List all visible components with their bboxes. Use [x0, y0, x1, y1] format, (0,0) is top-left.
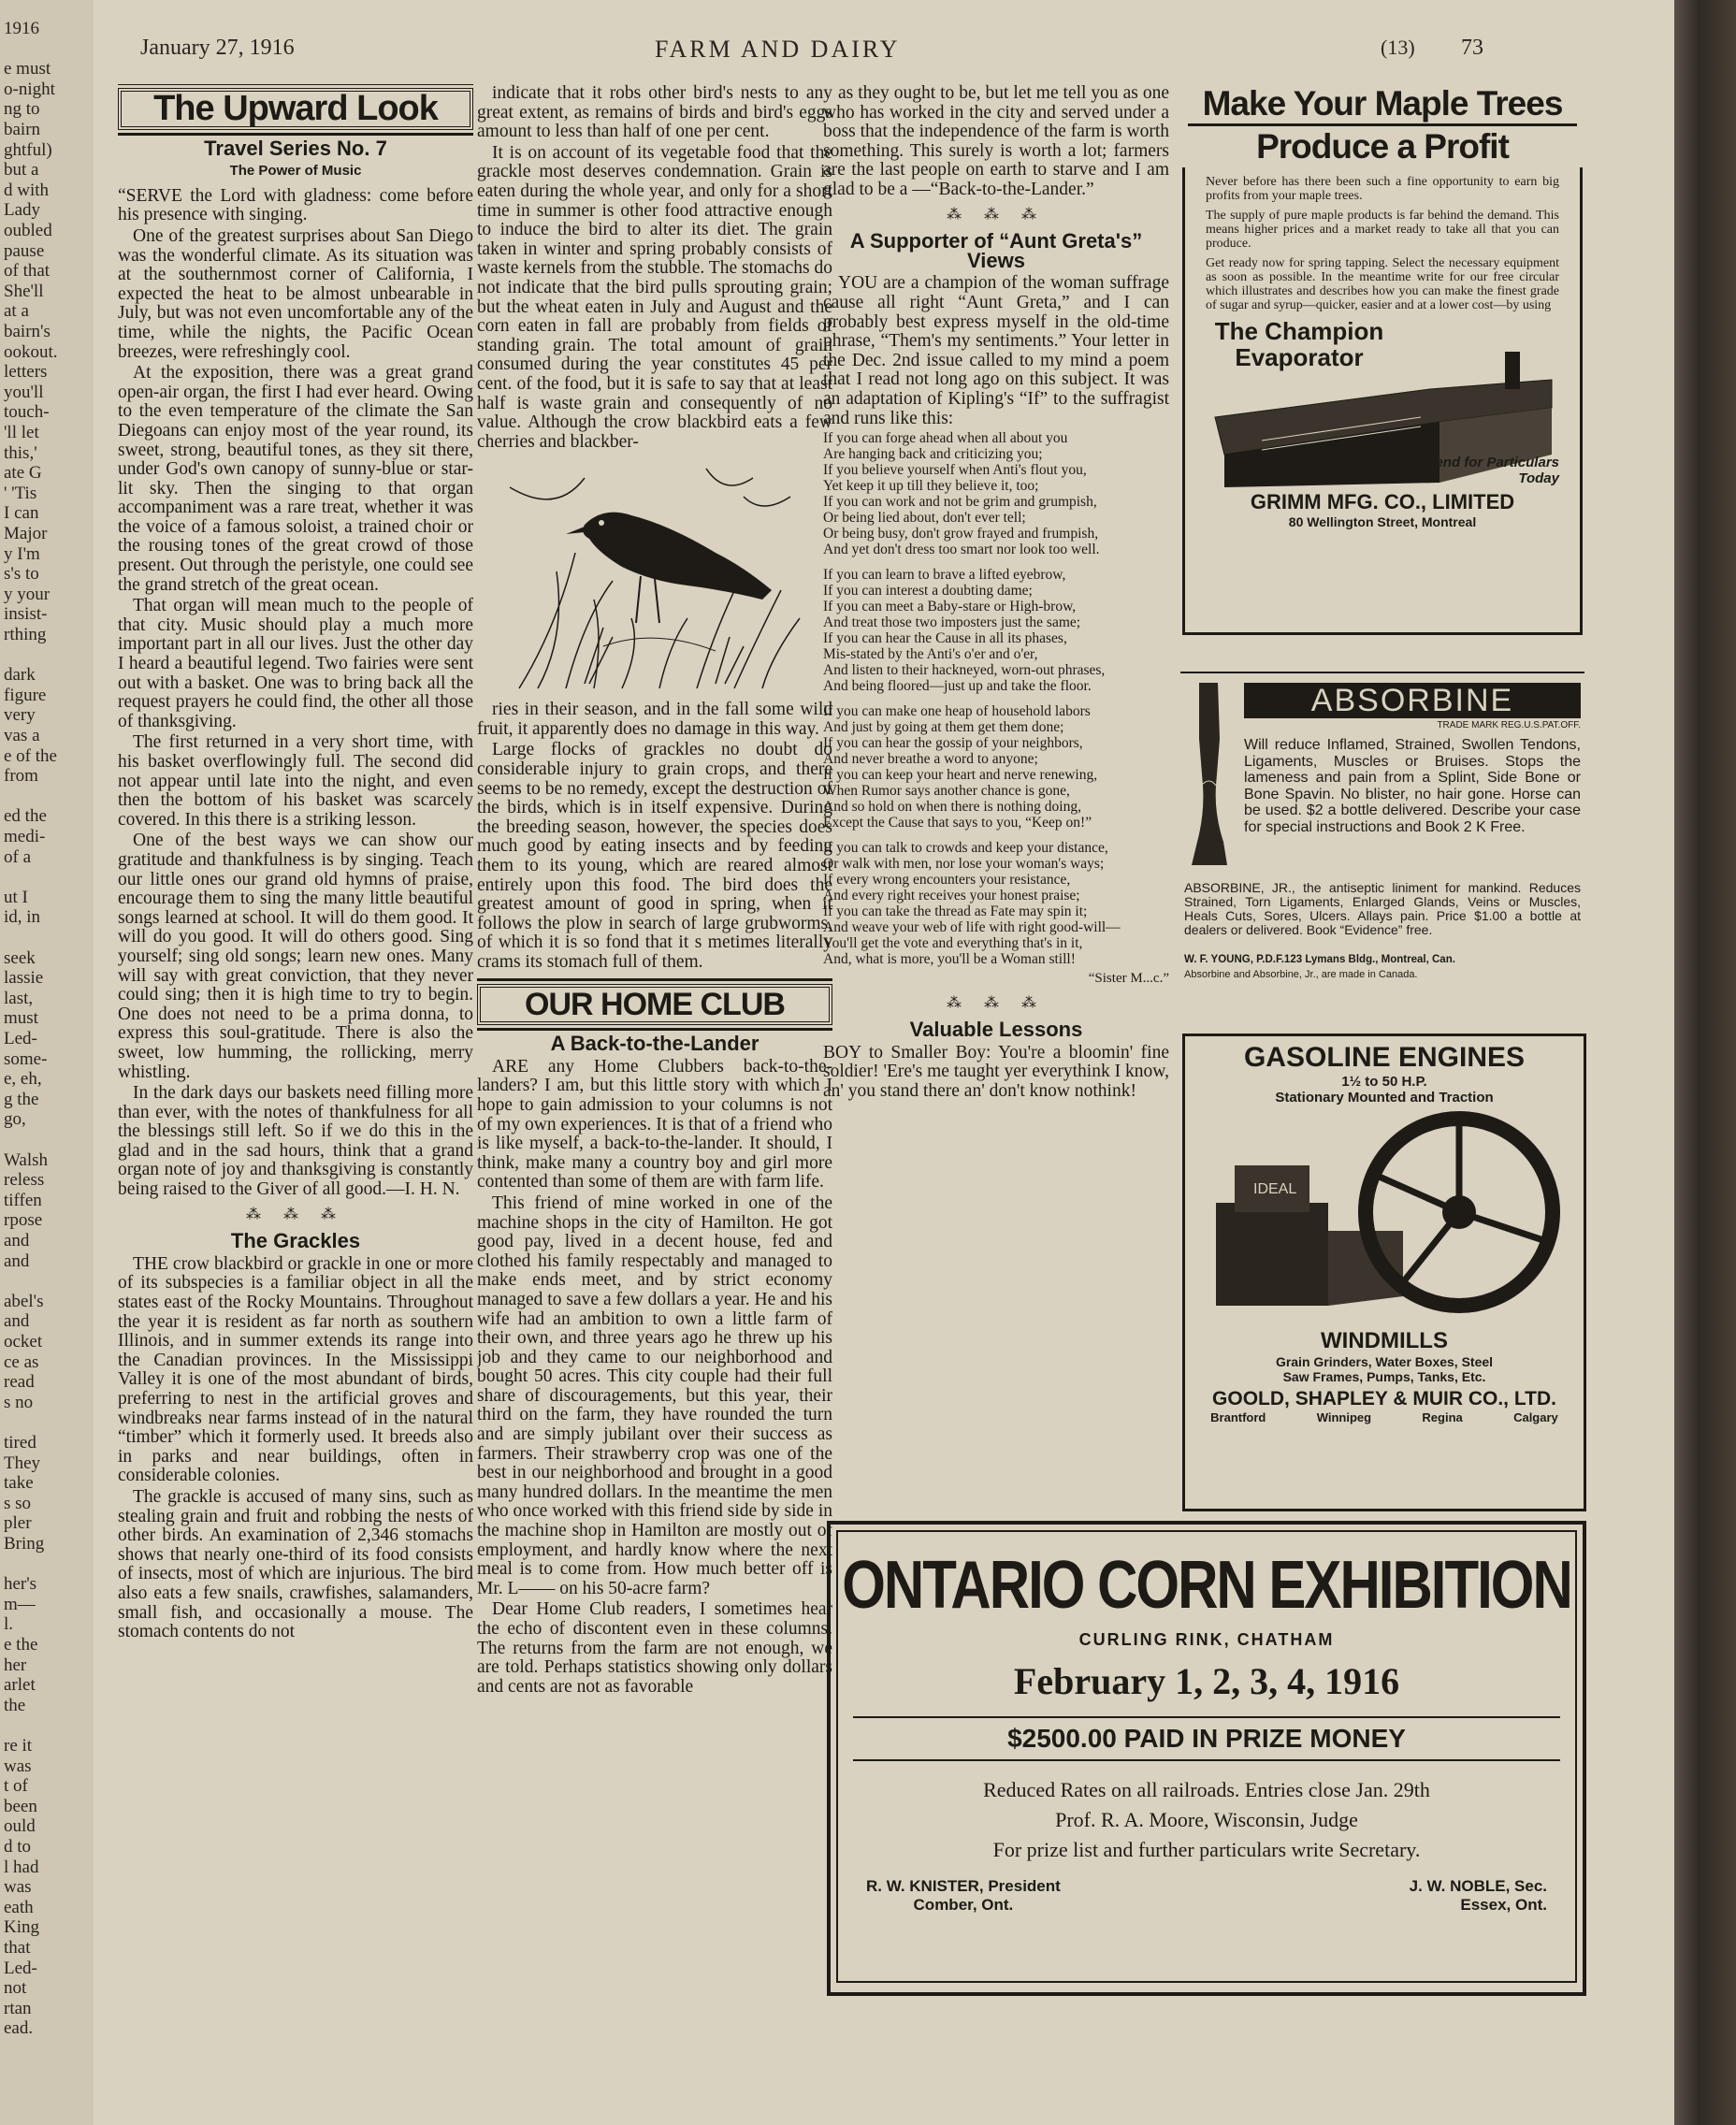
poem-line: If you can work and not be grim and grumpish, — [823, 494, 1097, 511]
maple-ad-p1: Never before has there been such a fine opportunity to earn big profits from your maple trees. — [1206, 175, 1559, 203]
gutter-line: lassie — [4, 968, 44, 989]
gutter-line: the — [4, 1695, 26, 1715]
back-to-the-lander-heading: A Back-to-the-Lander — [550, 1032, 760, 1056]
paragraph: One of the best ways we can show our gratitude and thankfulness is by singing. Teach our little ones our grand old hymns of praise, encourage them to sing the many little beautiful songs learned at school. It will do them good. It will do you good. It will do others good. Sing yourself; sing old songs; learn new ones. Many will say with great conviction, that they never could sing; then it is high time to try to begin. One does not need to be a prima donna, to express this soul-gratitude. There is also the sweet, low humming, the rollicking, merry whistling. — [118, 831, 473, 1082]
poem-line: If you can hear the Cause in all its phases, — [823, 630, 1067, 647]
gutter-line: some- — [4, 1048, 48, 1069]
paragraph: ries in their season, and in the fall some wild fruit, it apparently does no damage in this way. — [477, 700, 832, 739]
paragraph: That organ will mean much to the people of that city. Music should play a much more important part in all our lives. Just the other day I heard a beautiful legend. Two fairies were sent out with a basket. One was to bring back all the request prayers he could find, the other all those of thanksgiving. — [118, 596, 473, 731]
paragraph: indicate that it robs other bird's nests to any great extent, as remains of birds and bird's eggs amount to less than half of one per cent. — [477, 84, 832, 142]
gutter-line: not — [4, 1978, 27, 1999]
city-brantford: Brantford — [1210, 1410, 1266, 1424]
gutter-line: rtan — [4, 1998, 32, 2018]
gasoline-company: GOOLD, SHAPLEY & MUIR CO., LTD. — [1212, 1388, 1556, 1409]
back-to-the-lander-body — [477, 1058, 832, 1698]
section-divider-stars: ⁂ ⁂ ⁂ — [246, 1206, 345, 1222]
corn-officers — [866, 1877, 1547, 1915]
president-place: Comber, Ont. — [913, 1896, 1014, 1914]
valuable-lessons-body: BOY to Smaller Boy: You're a bloomin' fine soldier! 'Ere's me taught yer everythink I know, an' you stand there an' don't know nothink! — [823, 1042, 1169, 1102]
absorbine-text: Will reduce Inflamed, Strained, Swollen Tendons, Ligaments, Muscles or Bruises. Stops the lameness and pain from a Splint, Side Bone or Bone Spavin. No blister, no hair gone. Horse can be used. $2 a bottle delivered. Describe your case for special instructions and Book 2 K Free. — [1244, 737, 1581, 835]
gutter-line: seek — [4, 947, 36, 968]
poem-line: And just by going at them get them done; — [823, 719, 1064, 736]
gutter-line: ed the — [4, 806, 47, 827]
gutter-line: Led- — [4, 1958, 37, 1978]
poem-line: Or being busy, don't grow frayed and frumpish, — [823, 526, 1099, 542]
absorbine-jr-text: ABSORBINE, JR., the antiseptic liniment for mankind. Reduces Strained, Torn Ligaments, Enlarged Glands, Veins or Muscles, Heals Cuts, Sores, Ulcers. Allays pain. Price $1.00 a bottle at dealers or delivered. Book “Evidence” free. — [1184, 880, 1581, 937]
poem-line: If you can make one heap of household labors — [823, 703, 1091, 720]
supporter-heading: A Supporter of “Aunt Greta's” Views — [849, 229, 1143, 272]
poem-line: When Rumor says another chance is gone, — [823, 783, 1070, 800]
corn-secretary — [1410, 1877, 1547, 1915]
travel-series-subtitle: The Power of Music — [229, 163, 362, 180]
upward-look-body — [118, 227, 473, 1200]
gutter-line: s no — [4, 1392, 34, 1412]
gasoline-line1: Grain Grinders, Water Boxes, Steel — [1275, 1354, 1494, 1369]
absorbine-trademark: TRADE MARK REG.U.S.PAT.OFF. — [1437, 720, 1581, 730]
gutter-line: pler — [4, 1513, 32, 1534]
gutter-line: e the — [4, 1635, 38, 1655]
poem-line: If you can hear the gossip of your neighbors, — [823, 735, 1083, 752]
gutter-line: e must — [4, 59, 51, 80]
header-page-paren: (13) — [1381, 36, 1415, 59]
maple-ad-product: The Champion Evaporator — [1214, 317, 1384, 371]
gutter-line: ead. — [4, 2018, 34, 2039]
poem-line: If you believe yourself when Anti's flout you, — [823, 462, 1087, 479]
gutter-line: bairn — [4, 120, 41, 139]
poem-line: And treat those two imposters just the same; — [823, 614, 1081, 631]
maple-ad-p2: The supply of pure maple products is far behind the demand. This means higher prices and a market ready to take all that you can produce. — [1206, 209, 1559, 251]
gutter-line: go, — [4, 1109, 26, 1130]
engine-illustration — [1197, 1109, 1571, 1324]
poem-line: Are hanging back and criticizing you; — [823, 446, 1043, 463]
gutter-line: l. — [4, 1614, 14, 1635]
previous-page-edge — [0, 0, 96, 2125]
gutter-line: must — [4, 1008, 38, 1029]
gutter-line: ocket — [4, 1332, 43, 1352]
gutter-line: reless — [4, 1170, 45, 1191]
paragraph: as they ought to be, but let me tell you as one who has worked in the city and served under a boss that the independence of the farm is worth something. This surely is worth a lot; farmers are the last people on earth to starve and I am glad to be a —“Back-to-the-Lander.” — [823, 84, 1169, 199]
gutter-line: at a — [4, 301, 29, 322]
gutter-line: pause — [4, 240, 45, 261]
gutter-line: dark — [4, 665, 36, 686]
gasoline-engines-ad — [1182, 1034, 1586, 1511]
stanza-break — [823, 557, 1169, 567]
book-binding — [1674, 0, 1736, 2125]
suffrage-poem — [823, 430, 1169, 967]
maple-ad-title-1: Make Your Maple Trees — [1202, 84, 1563, 123]
paragraph: It is on account of its vegetable food that the grackle most deserves condemnation. Grain is eaten during the whole year, and only for a short time in summer is other food attractive enough to induce the bird to alter its diet. The grain taken in winter and spring probably consists of waste kernels from the stubble. The stomachs do not indicate that the bird pulls sprouting grain; but the wheat eaten in July and August and the corn eaten in fall are probably from fields of standing grain. The total amount of grain consumed during the year constitutes 45 per cent. of the food, but it is safe to say that at least half is waste grain and consequently of no value. Although the crow blackbird eats a few cherries and blackber- — [477, 142, 832, 452]
gutter-line: very — [4, 705, 36, 726]
gutter-line: ghtful) — [4, 139, 52, 160]
gutter-line: e of the — [4, 745, 57, 766]
gutter-line: They — [4, 1453, 41, 1473]
president-name: R. W. KNISTER, President — [866, 1877, 1061, 1895]
poem-line: Except the Cause that says to you, “Keep on!” — [823, 815, 1092, 831]
gutter-line: been — [4, 1796, 37, 1816]
gutter-line: you'll — [4, 382, 44, 402]
grackles-continued — [477, 84, 832, 452]
gutter-line: g the — [4, 1089, 39, 1109]
gutter-line: 1916 — [4, 19, 39, 38]
poem-line: Yet keep it up till they believe it, too; — [823, 478, 1039, 495]
gutter-line: of a — [4, 846, 32, 867]
gutter-line: s's to — [4, 564, 39, 585]
gasoline-title: GASOLINE ENGINES — [1243, 1042, 1526, 1073]
gutter-line: ng to — [4, 99, 40, 120]
gutter-line: but a — [4, 160, 39, 181]
gutter-line: o-night — [4, 79, 55, 99]
gutter-line: last, — [4, 988, 34, 1008]
city-calgary: Calgary — [1513, 1410, 1558, 1424]
header-title: FARM AND DAIRY — [655, 36, 901, 63]
engine-brand-label: IDEAL — [1253, 1181, 1297, 1197]
gutter-line: figure — [4, 685, 47, 705]
gutter-line: ookout. — [4, 341, 58, 362]
maple-ad — [1179, 84, 1586, 651]
gutter-line: letters — [4, 362, 48, 383]
secretary-place: Essex, Ont. — [1460, 1896, 1547, 1914]
poem-line: And, what is more, you'll be a Woman still! — [823, 951, 1076, 968]
page-sheet — [94, 0, 1674, 2125]
poem-line: If you can interest a doubting dame; — [823, 583, 1033, 600]
gutter-line: ate G — [4, 463, 42, 484]
header-page-number: 73 — [1461, 36, 1483, 60]
corn-dates: February 1, 2, 3, 4, 1916 — [1013, 1660, 1400, 1702]
back-to-the-lander-continued — [823, 84, 1169, 200]
poem-line: Or walk with men, nor lose your woman's ways; — [823, 856, 1105, 873]
poem-line: If you can meet a Baby-stare or High-brow, — [823, 599, 1077, 615]
horse-leg-illustration — [1186, 683, 1233, 870]
quote-paragraph: “SERVE the Lord with gladness: come before his presence with singing. — [118, 185, 473, 225]
poem-line: And yet don't dress too smart nor look too well. — [823, 542, 1100, 558]
paragraph: The first returned in a very short time, with his basket overflowingly full. The second did not appear until late into the night, and even then the bottom of his basket was scarcely covered. In this there is a striking lesson. — [118, 732, 473, 830]
gutter-line: y I'm — [4, 543, 40, 564]
gutter-line: t of — [4, 1776, 28, 1797]
poem-line: And listen to their hackneyed, worn-out phrases, — [823, 662, 1106, 679]
gutter-line: d to — [4, 1837, 32, 1857]
grackles-body — [118, 1255, 473, 1642]
gutter-line: eath — [4, 1897, 34, 1917]
gutter-line: Led- — [4, 1029, 37, 1048]
gutter-line: read — [4, 1372, 35, 1393]
paragraph: YOU are a champion of the woman suffrage cause all right “Aunt Greta,” and I can probably best express myself in the old-time phrase, “Them's my sentiments.” Your letter in the Dec. 2nd issue called to my mind a poem that I read not long ago on this subject. It was an adaptation of Kipling's “If” to the suffragist and runs like this: — [823, 273, 1169, 428]
gutter-line: re it — [4, 1736, 33, 1756]
gutter-line: d with — [4, 180, 50, 200]
home-club-title: OUR HOME CLUB — [477, 984, 832, 1026]
gutter-line: touch- — [4, 402, 50, 423]
city-regina: Regina — [1422, 1410, 1463, 1424]
gutter-line: ut I — [4, 887, 28, 907]
poem-line: If you can keep your heart and nerve renewing, — [823, 767, 1098, 784]
corn-title: ONTARIO CORN EXHIBITION — [842, 1547, 1571, 1623]
windmills-title: WINDMILLS — [1321, 1328, 1448, 1353]
paragraph: In the dark days our baskets need filling more than ever, with the notes of thankfulness for all the blessings still left. So if we do this in the glad and in the sad hours, think that a grand organ note of joy and thanksgiving is constantly being raised to the Giver of all good.—I. H. N. — [118, 1083, 473, 1200]
gutter-line: bairn's — [4, 322, 51, 341]
poem-line: And every right receives your honest praise; — [823, 888, 1080, 904]
gutter-line: take — [4, 1473, 34, 1494]
poem-line: And being floored—just up and take the floor. — [823, 678, 1092, 695]
divider-stars-3: ⁂ ⁂ ⁂ — [947, 994, 1046, 1011]
gutter-line: I can — [4, 503, 39, 524]
gutter-line: oubled — [4, 221, 52, 240]
gutter-line: Major — [4, 524, 48, 543]
maple-ad-body — [1182, 167, 1583, 635]
gutter-line: arlet — [4, 1675, 36, 1696]
corn-write: For prize list and further particulars write Secretary. — [992, 1838, 1421, 1861]
gutter-line: and — [4, 1311, 30, 1332]
gutter-line: s so — [4, 1493, 32, 1513]
maple-ad-p3: Get ready now for spring tapping. Select the necessary equipment as soon as possible. In the meantime write for our free circular which illustrates and describes how you can make the finest grade of sugar and syrup—quicker, easier and at a lower cost—by using — [1206, 256, 1559, 312]
poem-line: If you can forge ahead when all about you — [823, 430, 1068, 447]
absorbine-ad — [1180, 672, 1584, 991]
header-date: January 27, 1916 — [140, 36, 295, 60]
corn-exhibition-ad — [827, 1521, 1586, 1996]
paragraph: ARE any Home Clubbers back-to-the-landers? I am, but this little story with which I hope to gain admission to your columns is not of my own experiences. It is that of a friend who is like myself, a back-to-the-lander. It should, I think, make many a country boy and girl more contented than some of them are with farm life. — [477, 1056, 832, 1193]
gutter-line: 'll let — [4, 423, 39, 442]
gutter-line: abel's — [4, 1291, 44, 1311]
paragraph: The grackle is accused of many sins, such as stealing grain and fruit and robbing the nests of other birds. An examination of 2,346 stomachs shows that nearly one-third of its food consists of insects, most of which are injurious. The bird also eats a few snails, crawfishes, salamanders, small fish, and occasionally a mouse. The stomach contents do not — [118, 1486, 473, 1642]
gutter-line: ' 'Tis — [4, 483, 37, 503]
grackles-heading: The Grackles — [230, 1229, 361, 1253]
gutter-line: tiffen — [4, 1190, 42, 1210]
supporter-body — [823, 274, 1169, 428]
city-winnipeg: Winnipeg — [1316, 1410, 1372, 1424]
gasoline-sub: Stationary Mounted and Traction — [1275, 1090, 1494, 1106]
poem-line: And weave your web of life with right good-will— — [823, 919, 1121, 936]
maple-ad-company: GRIMM MFG. CO., LIMITED — [1250, 490, 1515, 513]
paragraph: One of the greatest surprises about San Diego was the wonderful climate. As its situation was at the southernmost corner of California, I expected the heat to be almost unbearable in July, but was not even uncomfortable any of the time, while the nights, the Pacific Ocean breezes, were refreshingly cool. — [118, 225, 473, 362]
gutter-line: e, eh, — [4, 1069, 42, 1090]
corn-judge: Prof. R. A. Moore, Wisconsin, Judge — [1055, 1808, 1358, 1831]
gutter-line: her's — [4, 1574, 37, 1595]
paragraph: At the exposition, there was a great grand open-air organ, the first I had ever heard. Owing to the even temperature of the climate the San Diegoans can enjoy most of the year round, its sweet, strong, beautiful tones, as they sit there, under God's own canopy of sunny-blue or star-lit sky. Then the singing to that organ accompaniment was a rare treat, whether it was the voice of a famous soloist, a trained choir or the rousing tones of the great crowd of those present. Out through the peristyle, one could see the grand stretch of the great ocean. — [118, 363, 473, 595]
gutter-line: Walsh — [4, 1149, 49, 1170]
maple-ad-address: 80 Wellington Street, Montreal — [1288, 514, 1477, 529]
gutter-line: m— — [4, 1594, 36, 1614]
poem-line: If you can talk to crowds and keep your distance, — [823, 840, 1108, 857]
gutter-line: was — [4, 1756, 32, 1776]
paragraph: THE crow blackbird or grackle in one or more of its subspecies is a familiar object in all the states east of the Rocky Mountains. Throughout the year it is resident as far north as southern Illinois, and in summer extends its range into the Canadian provinces. In the Mississippi Valley it is one of the most abundant of birds, preferring to nest in the artificial groves and windbreaks near farms instead of in the natural “timber” which it formerly used. It breeds also in parks and near buildings, often in considerable colonies. — [118, 1253, 473, 1486]
grackles-conclusion — [477, 701, 832, 972]
gutter-line: insist- — [4, 604, 48, 625]
gutter-line: l had — [4, 1857, 39, 1877]
gutter-line: Lady — [4, 200, 41, 221]
poem-signature: “Sister M...c.” — [1088, 971, 1169, 987]
stanza-break — [823, 694, 1169, 703]
gutter-line: tired — [4, 1433, 36, 1453]
gutter-line: rthing — [4, 625, 47, 644]
poem-line: And so hold on when there is nothing doing, — [823, 799, 1081, 816]
corn-president — [866, 1877, 1061, 1915]
poem-line: You'll get the vote and everything that's in it, — [823, 935, 1083, 952]
gutter-line: y your — [4, 584, 51, 604]
travel-series-heading: Travel Series No. 7 — [204, 136, 387, 160]
gutter-line: rpose — [4, 1210, 43, 1231]
maple-ad-title-2: Produce a Profit — [1188, 123, 1577, 167]
gasoline-hp: 1½ to 50 H.P. — [1341, 1074, 1427, 1090]
gutter-line: of that — [4, 261, 51, 282]
absorbine-note: Absorbine and Absorbine, Jr., are made in Canada. — [1184, 969, 1418, 980]
paragraph: Dear Home Club readers, I sometimes hear the echo of discontent even in these columns. The returns from the farm are not enough, we are told. Perhaps statistics showing only dollars and cents are not as favorable — [477, 1599, 832, 1697]
gutter-line: King — [4, 1917, 39, 1938]
corn-rates: Reduced Rates on all railroads. Entries close Jan. 29th — [983, 1778, 1430, 1801]
paragraph: Large flocks of grackles no doubt do considerable injury to grain crops, and there seems to be no remedy, except the destruction of the birds, which is in itself expensive. During the breeding season, however, the species does much good by eating insects and by feeding them to its young, which are reared almost entirely upon this food. The bird does the greatest amount of good in spring, when it follows the plow in search of large grubworms, of which it is so fond that it s metimes literally crams its stomach full of them. — [477, 740, 832, 972]
gutter-line: and — [4, 1231, 30, 1250]
gutter-line: She'll — [4, 281, 44, 301]
poem-line: If you can take the thread as Fate may spin it; — [823, 903, 1088, 920]
absorbine-maker: W. F. YOUNG, P.D.F.123 Lymans Bldg., Montreal, Can. — [1184, 954, 1455, 965]
gutter-line: was — [4, 1877, 32, 1898]
column-2 — [477, 84, 832, 2114]
gasoline-line2: Saw Frames, Pumps, Tanks, Etc. — [1282, 1369, 1486, 1384]
gutter-line: vas a — [4, 726, 40, 745]
gutter-line: ould — [4, 1816, 36, 1837]
gutter-line: her — [4, 1655, 27, 1675]
column-1 — [118, 84, 473, 2114]
grackle-illustration — [500, 459, 809, 693]
corn-venue: CURLING RINK, CHATHAM — [1078, 1630, 1335, 1649]
gutter-line: Bring — [4, 1534, 45, 1554]
stanza-break — [823, 831, 1169, 840]
divider-stars-2: ⁂ ⁂ ⁂ — [947, 206, 1046, 223]
absorbine-brand: ABSORBINE — [1244, 683, 1581, 718]
gasoline-cities — [1185, 1410, 1584, 1424]
gutter-line: and — [4, 1250, 30, 1271]
gutter-line: that — [4, 1938, 31, 1958]
poem-line: And never breathe a word to anyone; — [823, 751, 1038, 768]
maple-ad-send: Send for Particulars Today — [1425, 455, 1559, 486]
gutter-line: from — [4, 766, 38, 787]
secretary-name: J. W. NOBLE, Sec. — [1409, 1877, 1547, 1895]
poem-line: Or being lied about, don't ever tell; — [823, 510, 1026, 527]
upward-look-title: The Upward Look — [118, 88, 473, 130]
paragraph: This friend of mine worked in one of the machine shops in the city of Hamilton. He got good pay, lived in a decent house, fed and clothed his family respectably and managed to make ends meet, and by strict economy managed to save a few dollars a year. He and his wife had an ambition to own a little farm of their own, and three years ago he threw up his job and they came to our neighborhood and bought 50 acres. This city couple had their full share of discouragements, but this year, their third on the farm, they have rounded the turn and are simply jubilant over their success as farmers. Their strawberry crop was one of the best in our neighborhood and brought in a good many hundred dollars. In the meantime the men who once worked with this friend side by side in the machine shop in Hamilton are mostly out of employment, and hardly know where the next meal is to come from. How much better off is Mr. L—— on his 50-acre farm? — [477, 1193, 832, 1598]
column-3 — [823, 84, 1169, 1525]
corn-prize: $2500.00 PAID IN PRIZE MONEY — [853, 1716, 1560, 1761]
gutter-line: medi- — [4, 827, 46, 846]
poem-line: Mis-stated by the Anti's o'er and o'er, — [823, 646, 1038, 663]
poem-line: If you can learn to brave a lifted eyebrow, — [823, 567, 1066, 584]
gutter-line: id, in — [4, 907, 41, 928]
valuable-lessons-heading: Valuable Lessons — [909, 1018, 1083, 1042]
corn-ad-inner — [836, 1530, 1577, 1983]
gutter-line: this,' — [4, 442, 37, 463]
poem-line: If every wrong encounters your resistance, — [823, 872, 1071, 889]
gutter-line: ce as — [4, 1352, 39, 1372]
